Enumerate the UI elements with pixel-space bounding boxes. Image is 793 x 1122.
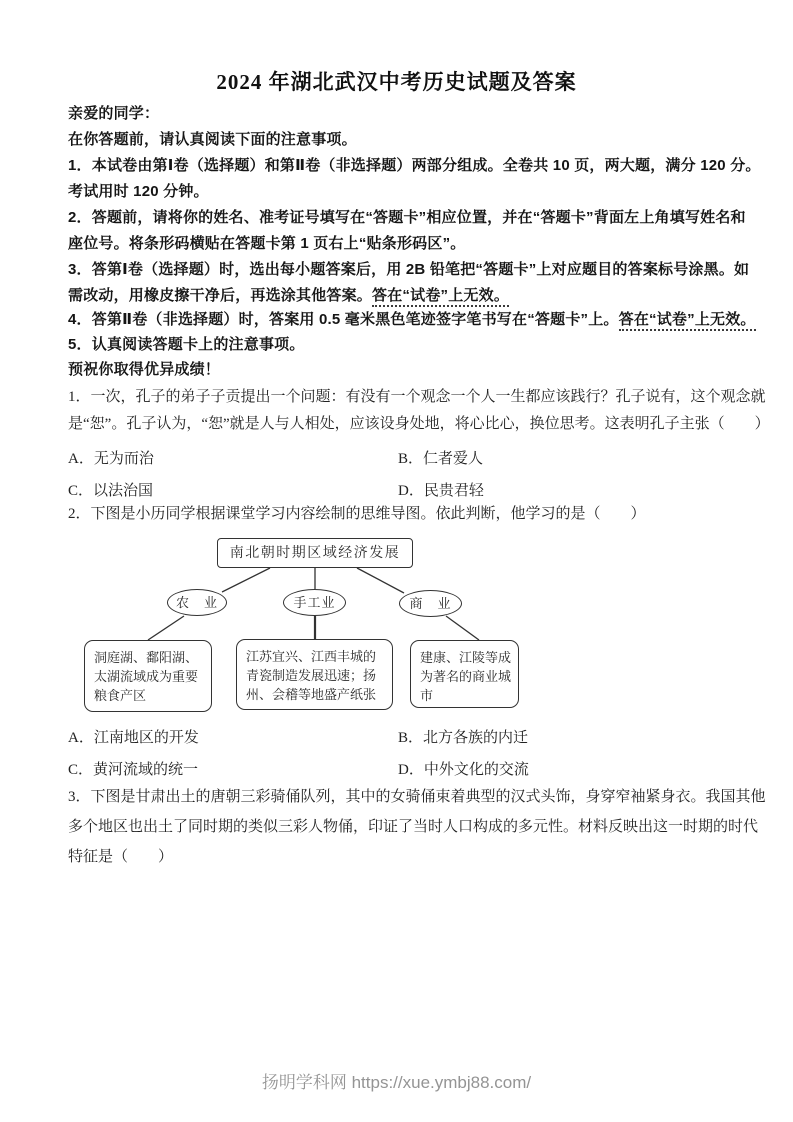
question-1-stem-line-2: 是“恕”。孔子认为，“恕”就是人与人相处，应该设身处地，将心比心，换位思考。这表明孔子主张（ ） (68, 416, 770, 432)
notice-greeting: 亲爱的同学： (68, 105, 160, 122)
mind-map-diagram (0, 535, 793, 720)
question-2-stem: 2．下图是小历同学根据课堂学习内容绘制的思维导图。依此判断，他学习的是（ ） (68, 506, 646, 522)
notice-item-5: 5．认真阅读答题卡上的注意事项。 (68, 336, 305, 353)
diagram-leaf-agriculture: 洞庭湖、鄱阳湖、太湖流域成为重要粮食产区 (84, 640, 212, 712)
diagram-root-node: 南北朝时期区域经济发展 (217, 538, 413, 568)
notice-item-3-emphasized-text: 答在“试卷”上无效。 (372, 287, 509, 307)
notice-item-4-text: 4．答第Ⅱ卷（非选择题）时，答案用 0.5 毫米黑色笔迹签字笔书写在“答题卡”上。 (68, 311, 619, 328)
question-1-option-a: A．无为而治 (68, 451, 154, 467)
notice-item-4-line (68, 311, 756, 329)
notice-item-2-line-2: 座位号。将条形码横贴在答题卡第 1 页右上“贴条形码区”。 (68, 235, 466, 252)
diagram-branch-commerce: 商 业 (399, 590, 462, 617)
question-3-stem-line-3: 特征是（ ） (68, 849, 174, 865)
question-1-option-c: C．以法治国 (68, 483, 154, 499)
question-1-option-d: D．民贵君轻 (398, 483, 484, 499)
notice-item-3-text: 需改动，用橡皮擦干净后，再选涂其他答案。 (68, 287, 373, 304)
question-1-stem-line-1: 1．一次，孔子的弟子子贡提出一个问题：有没有一个观念一个人一生都应该践行？孔子说有，这个观念就 (68, 389, 766, 405)
notice-item-2-line-1: 2．答题前，请将你的姓名、准考证号填写在“答题卡”相应位置，并在“答题卡”背面左上角填写姓名和 (68, 209, 746, 226)
question-1-option-b: B．仁者爱人 (398, 451, 484, 467)
notice-intro: 在你答题前，请认真阅读下面的注意事项。 (68, 131, 357, 148)
question-2-option-d: D．中外文化的交流 (398, 762, 529, 778)
diagram-branch-handicraft: 手工业 (283, 589, 346, 616)
notice-item-1-line-1: 1．本试卷由第Ⅰ卷（选择题）和第Ⅱ卷（非选择题）两部分组成。全卷共 10 页，两大题，满分 120 分。 (68, 157, 761, 174)
notice-wish: 预祝你取得优异成绩！ (68, 361, 221, 378)
notice-item-4-emphasized-text: 答在“试卷”上无效。 (619, 311, 756, 331)
notice-item-3-line-1: 3．答第Ⅰ卷（选择题）时，选出每小题答案后，用 2B 铅笔把“答题卡”上对应题目的答案标号涂黑。如 (68, 261, 750, 278)
notice-item-1-line-2: 考试用时 120 分钟。 (68, 183, 209, 200)
page-title: 2024 年湖北武汉中考历史试题及答案 (216, 70, 577, 94)
question-2-option-a: A．江南地区的开发 (68, 730, 199, 746)
diagram-leaf-handicraft: 江苏宜兴、江西丰城的青瓷制造发展迅速；扬州、会稽等地盛产纸张 (236, 639, 393, 710)
question-3-stem-line-2: 多个地区也出土了同时期的类似三彩人物俑，印证了当时人口构成的多元性。材料反映出这一时期的时代 (68, 819, 759, 835)
question-2-option-b: B．北方各族的内迁 (398, 730, 529, 746)
notice-item-3-line-2 (68, 287, 728, 305)
diagram-leaf-commerce: 建康、江陵等成为著名的商业城市 (410, 640, 519, 708)
footer-site-link[interactable]: 扬明学科网 https://xue.ymbj88.com/ (261, 1073, 532, 1092)
question-2-option-c: C．黄河流域的统一 (68, 762, 199, 778)
diagram-branch-agriculture: 农 业 (167, 589, 227, 616)
question-3-stem-line-1: 3．下图是甘肃出土的唐朝三彩骑俑队列，其中的女骑俑束着典型的汉式头饰，身穿窄袖紧身衣。我国其他 (68, 789, 766, 805)
